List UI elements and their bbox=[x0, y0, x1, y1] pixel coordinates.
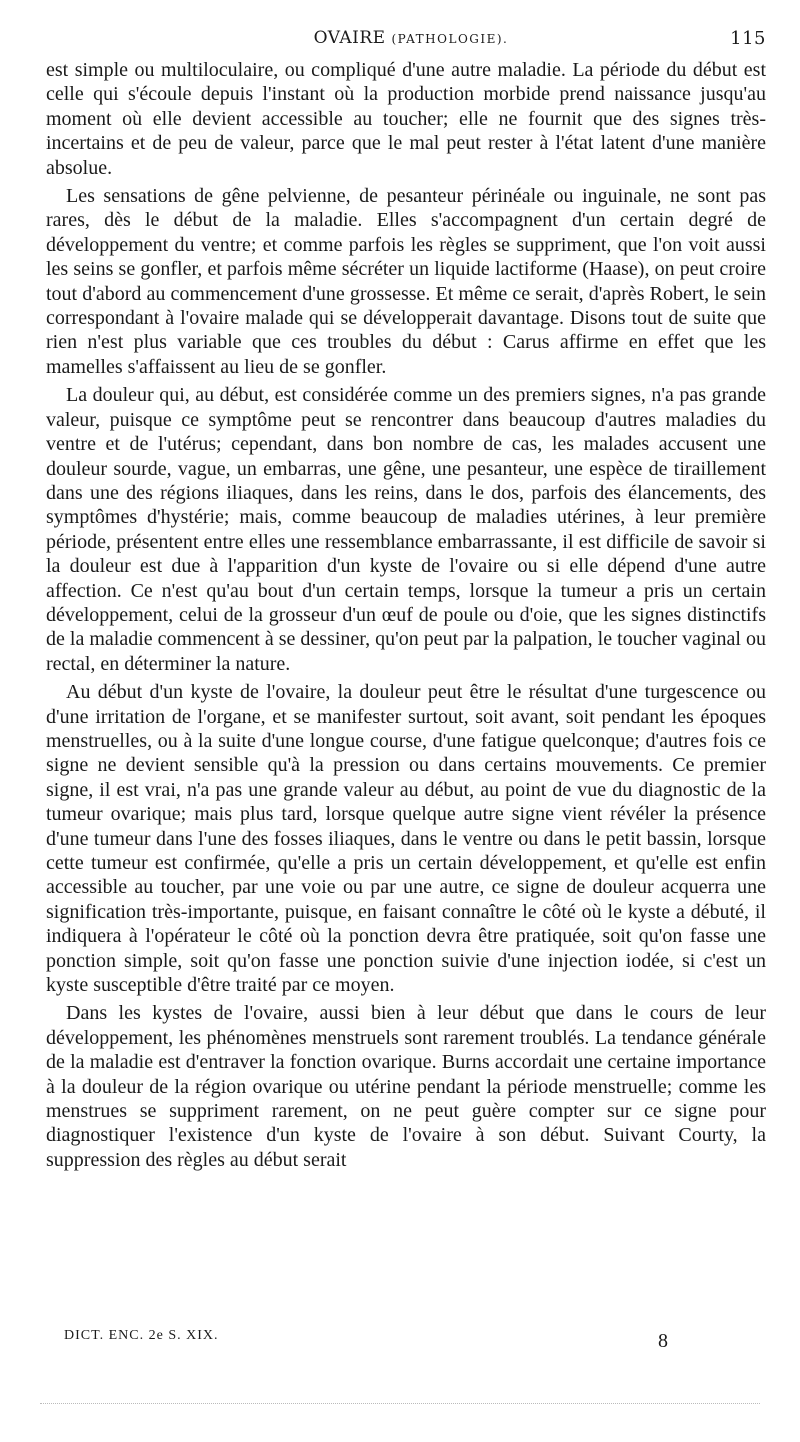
paragraph-4: Au début d'un kyste de l'ovaire, la douleur peut être le résultat d'une turgescence ou d'une irritation de l'organe, et se manifester surtout, soit avant, soit pendant les époques menstruelles, ou à la suite d'une longue course, d'une fatigue quelconque; d'autres fois ce signe ne devient sensible qu'à la pression ou dans certains mouvements. Ce premier signe, il est vrai, n'a pas une grande valeur au début, au point de vue du diagnostic de la tumeur ovarique; mais plus tard, lorsque quelque autre signe vient révéler la présence d'une tumeur dans l'une des fosses iliaques, dans le ventre ou dans le petit bassin, lorsque cette tumeur est confirmée, qu'elle a pris un certain développement, et qu'elle est enfin accessible au toucher, par une voie ou par une autre, ce signe de douleur acquerra une signification très-importante, puisque, en faisant connaître le côté où le kyste a débuté, il indiquera à l'opérateur le côté où la ponction devra être pratiquée, soit qu'on fasse une ponction simple, soit qu'on fasse une ponction suivie d'une injection iodée, si c'est un kyste susceptible d'être traité par ce moyen. bbox=[46, 681, 766, 997]
bottom-scan-dots bbox=[40, 1403, 760, 1404]
article-body bbox=[46, 58, 766, 1172]
header-subtitle: (PATHOLOGIE). bbox=[391, 32, 509, 46]
paragraph-1: est simple ou multiloculaire, ou compliqué d'une autre maladie. La période du début est celle qui s'écoule depuis l'instant où la production morbide prend naissance jusqu'au moment où elle devient accessible au toucher; elle ne fournit que des signes très-incertains et de peu de valeur, parce que le mal peut rester à l'état latent d'une manière absolue. bbox=[46, 59, 766, 179]
page-number: 115 bbox=[730, 28, 766, 49]
page-footer bbox=[64, 1326, 684, 1352]
paragraph-3: La douleur qui, au début, est considérée comme un des premiers signes, n'a pas grande valeur, puisque ce symptôme peut se rencontrer dans beaucoup d'autres maladies du ventre et de l'utérus; cependant, dans bon nombre de cas, les malades accusent une douleur sourde, vague, un embarras, une gêne, une pesanteur, une espèce de tiraillement dans une des régions iliaques, dans les reins, dans le dos, parfois des élancements, des symptômes d'hystérie; mais, comme beaucoup de maladies utérines, à leur première période, présentent entre elles une ressemblance embarrassante, il est difficile de savoir si la douleur est due à l'apparition d'un kyste de l'ovaire ou si elle dépend d'une autre affection. Ce n'est qu'au bout d'un certain temps, lorsque la tumeur a pris un certain développement, celui de la grosseur d'un œuf de poule ou d'oie, que les signes distinctifs de la maladie commencent à se dessiner, qu'on peut par la palpation, le toucher vaginal ou rectal, en déterminer la nature. bbox=[46, 384, 766, 675]
paragraph-5: Dans les kystes de l'ovaire, aussi bien à leur début que dans le cours de leur développement, les phénomènes menstruels sont rarement troublés. La tendance générale de la maladie est d'entraver la fonction ovarique. Burns accordait une certaine importance à la douleur de la région ovarique ou utérine pendant la période menstruelle; comme les menstrues se suppriment rarement, on ne peut guère compter sur ce signe pour diagnostiquer l'existence d'un kyste de l'ovaire à son début. Suivant Courty, la suppression des règles au début serait bbox=[46, 1002, 766, 1171]
printer-signature: DICT. ENC. 2e S. XIX. bbox=[64, 1328, 219, 1343]
paragraph-2: Les sensations de gêne pelvienne, de pesanteur périnéale ou inguinale, ne sont pas rares, dès le début de la maladie. Elles s'accompagnent d'un certain degré de développement du ventre; et comme parfois les règles se suppriment, que l'on voit aussi les seins se gonfler, et parfois même sécréter un liquide lactiforme (Haase), on peut croire tout d'abord au commencement d'une grossesse. Et même ce serait, d'après Robert, le sein correspondant à l'ovaire malade qui se développerait davantage. Disons tout de suite que rien n'est plus variable que ces troubles du début : Carus affirme en effet que les mamelles s'affaissent au lieu de se gonfler. bbox=[46, 185, 766, 378]
signature-number: 8 bbox=[658, 1330, 668, 1352]
page bbox=[46, 28, 766, 1176]
running-header bbox=[46, 28, 766, 58]
header-title-group bbox=[314, 28, 509, 48]
header-title: OVAIRE bbox=[313, 28, 386, 48]
